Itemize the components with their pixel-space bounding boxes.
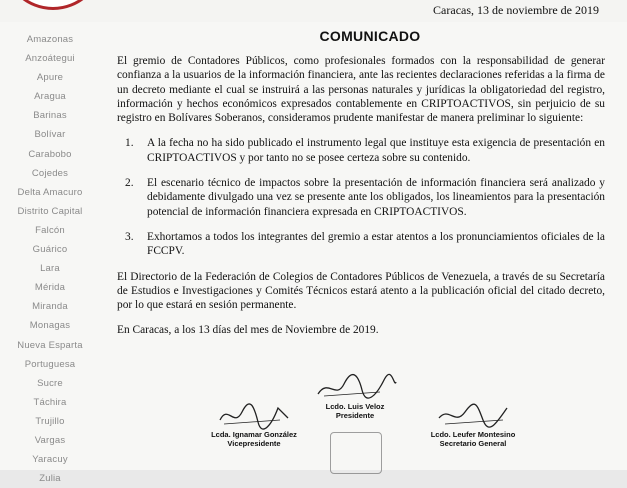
place-date: En Caracas, a los 13 días del mes de Noviembre de 2019. (117, 324, 379, 337)
sidebar-state-item: Aragua (34, 91, 66, 103)
signature-secretary (408, 400, 538, 448)
signer-role: Vicepresidente (227, 439, 281, 448)
document-body (117, 54, 605, 349)
list-item (117, 230, 605, 259)
sidebar-state-item: Trujillo (35, 415, 65, 427)
sidebar-state-item: Portuguesa (24, 358, 76, 370)
signature-president (300, 370, 410, 420)
handwritten-signature-icon (310, 370, 400, 402)
sidebar-state-item: Guárico (32, 244, 68, 256)
intro-paragraph: El gremio de Contadores Públicos, como profesionales formados con la responsabilidad de generar confianza a la usuarios de la información financiera, ante las recientes declaraciones referidas a la firma de un decreto mediante el cual se instruirá a las personas naturales y jurídicas la obligatoriedad del registro, información y hechos económicos expresados contablemente en CRIPTOACTIVOS, sin perjuicio de su registro en Bolívares Soberanos, consideramos prudente manifestar de manera preliminar lo siguiente: (117, 55, 605, 125)
sidebar-state-item: Zulia (39, 473, 61, 485)
signature-vicepresident (194, 400, 314, 448)
sidebar-state-item: Bolívar (34, 129, 66, 141)
handwritten-signature-icon (433, 400, 513, 430)
list-item-number: 3. (125, 230, 134, 243)
sidebar-state-item: Falcón (35, 224, 65, 236)
list-item (117, 136, 605, 165)
sidebar-state-item: Delta Amacuro (17, 186, 83, 198)
list-item-text: Exhortamos a todos los integrantes del gremio a estar atentos a los pronunciamientos oficiales de la FCCPV. (147, 230, 605, 258)
sidebar-state-item: Vargas (34, 434, 66, 446)
list-item-text: A la fecha no ha sido publicado el instrumento legal que instituye esta exigencia de presentación en CRIPTOACTIVOS y por tanto no se posee certeza sobre su contenido. (147, 137, 605, 164)
signatures-block (140, 370, 610, 470)
document-title: COMUNICADO (319, 28, 421, 44)
sidebar-state-item: Miranda (32, 301, 68, 313)
list-item-text: El escenario técnico de impactos sobre la presentación de información financiera será analizado y debidamente divulgado una vez se presente ante los obligados, los lineamientos para la presentación potencial de información financiera expresada en CRIPTOACTIVOS. (147, 177, 605, 218)
document-date: Caracas, 13 de noviembre de 2019 (433, 3, 599, 17)
signer-role: Presidente (335, 411, 375, 420)
list-item (117, 176, 605, 219)
list-item-number: 2. (125, 177, 134, 190)
sidebar-state-item: Mérida (34, 282, 66, 294)
sidebar-state-item: Yaracuy (32, 454, 68, 466)
sidebar-state-item: Apure (36, 72, 64, 84)
sidebar-state-item: Distrito Capital (17, 205, 83, 217)
sidebar-state-item: Monagas (29, 320, 71, 332)
sidebar-state-item: Sucre (37, 377, 63, 389)
handwritten-signature-icon (214, 400, 294, 430)
seal-text (19, 0, 90, 3)
sidebar-state-item: Cojedes (31, 167, 69, 179)
sidebar-state-item: Amazonas (26, 34, 74, 45)
sidebar-state-item: Barinas (33, 110, 67, 122)
signer-name: Lcdo. Leufer Montesino (430, 430, 516, 439)
sidebar-states-list (0, 30, 100, 485)
sidebar-state-item: Nueva Esparta (17, 339, 83, 351)
points-list (117, 136, 605, 258)
sidebar-state-item: Lara (40, 263, 60, 275)
sidebar-state-item: Táchira (33, 396, 67, 408)
signer-name: Lcdo. Luis Veloz (325, 402, 385, 411)
stamp-icon (330, 432, 382, 474)
list-item-number: 1. (125, 137, 134, 150)
signer-name: Lcda. Ignamar González (211, 430, 297, 439)
sidebar-state-item: Carabobo (28, 148, 72, 160)
closing-paragraph: El Directorio de la Federación de Colegios de Contadores Públicos de Venezuela, a través de su Secretaría de Estudios e Investigaciones y Comités Técnicos estará atento a la publicación oficial del citado decreto, por lo que estará en sesión permanente. (117, 270, 605, 312)
signer-role: Secretario General (439, 439, 507, 448)
sidebar-state-item: Anzoátegui (25, 53, 75, 65)
